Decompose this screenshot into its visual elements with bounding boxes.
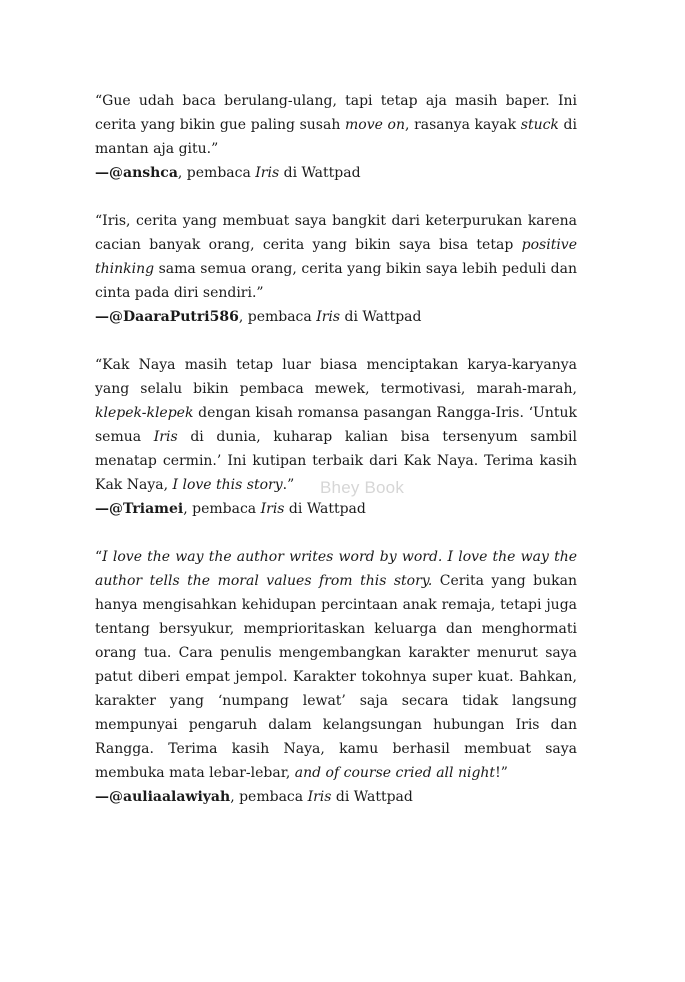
watermark: Bhey Book xyxy=(320,478,405,497)
review-attribution xyxy=(95,785,577,809)
review-quote xyxy=(95,209,577,305)
review-quote xyxy=(95,545,577,785)
attribution-platform: di Wattpad xyxy=(284,501,366,517)
book-title: Iris xyxy=(307,789,332,805)
quote-text: sama semua orang, cerita yang bikin saya lebih peduli dan cinta pada diri sendiri.” xyxy=(95,261,577,301)
attribution-platform: di Wattpad xyxy=(279,165,361,181)
quote-text: “Gue udah baca berulang-ulang, tapi tetap aja masih baper. Ini cerita yang bikin gue paling susah xyxy=(95,93,577,133)
review-quote xyxy=(95,353,577,497)
quote-text: “Kak Naya masih tetap luar biasa menciptakan karya-karyanya yang selalu bikin pembaca mewek, termotivasi, marah-marah, xyxy=(95,357,577,397)
review-4 xyxy=(95,545,577,809)
quote-text: .” xyxy=(282,477,295,493)
review-attribution xyxy=(95,161,577,185)
review-1 xyxy=(95,89,577,185)
review-attribution xyxy=(95,497,577,521)
quote-text: , rasanya kayak xyxy=(404,117,521,133)
reviewer-handle: —@Triamei xyxy=(95,501,184,517)
book-title: Iris xyxy=(255,165,280,181)
quote-text: “ xyxy=(95,549,103,565)
quote-text: “Iris, cerita yang membuat saya bangkit dari keterpurukan karena cacian banyak orang, cerita yang bikin saya bisa tetap xyxy=(95,213,577,253)
book-title: Iris xyxy=(316,309,341,325)
attribution-text: , pembaca xyxy=(238,309,317,325)
quote-emphasis: Iris xyxy=(153,429,178,445)
quote-emphasis: I love the way the author writes word by word. I love the way the author tells the moral values from this story. xyxy=(95,549,577,589)
quote-text: dengan kisah romansa pasangan Rangga-Iris. ‘Untuk semua xyxy=(95,405,577,445)
quote-emphasis: klepek-klepek xyxy=(95,405,194,421)
review-quote xyxy=(95,89,577,161)
reviewer-handle: —@anshca xyxy=(95,165,178,181)
attribution-text: , pembaca xyxy=(230,789,308,805)
testimonial-page xyxy=(95,89,577,833)
quote-text: di mantan aja gitu.” xyxy=(95,117,577,157)
attribution-platform: di Wattpad xyxy=(340,309,422,325)
quote-emphasis: I love this story xyxy=(172,477,283,493)
quote-emphasis: move on xyxy=(345,117,405,133)
book-title: Iris xyxy=(260,501,285,517)
reviewer-handle: —@DaaraPutri586 xyxy=(95,309,239,325)
quote-text: Cerita yang bukan hanya mengisahkan kehidupan percintaan anak remaja, tetapi juga tentang bersyukur, memprioritaskan keluarga dan menghormati orang tua. Cara penulis mengembangkan karakter menurut saya patut diberi empat jempol. Karakter tokohnya super kuat. Bahkan, karakter yang ‘numpang lewat’ saja secara tidak langsung mempunyai pengaruh dalam kelangsungan hubungan Iris dan Rangga. Terima kasih Naya, kamu berhasil membuat saya membuka mata lebar-lebar, xyxy=(95,573,577,781)
quote-emphasis: positive thinking xyxy=(95,237,577,277)
quote-emphasis: stuck xyxy=(520,117,559,133)
review-attribution xyxy=(95,305,577,329)
quote-text: di dunia, kuharap kalian bisa tersenyum sambil menatap cermin.’ Ini kutipan terbaik dari Kak Naya. Terima kasih Kak Naya, xyxy=(95,429,578,493)
quote-text: !” xyxy=(495,765,508,781)
attribution-text: , pembaca xyxy=(183,501,261,517)
attribution-platform: di Wattpad xyxy=(331,789,413,805)
reviewer-handle: —@auliaalawiyah xyxy=(95,789,231,805)
review-2 xyxy=(95,209,577,329)
attribution-text: , pembaca xyxy=(177,165,256,181)
quote-emphasis: and of course cried all night xyxy=(294,765,496,781)
